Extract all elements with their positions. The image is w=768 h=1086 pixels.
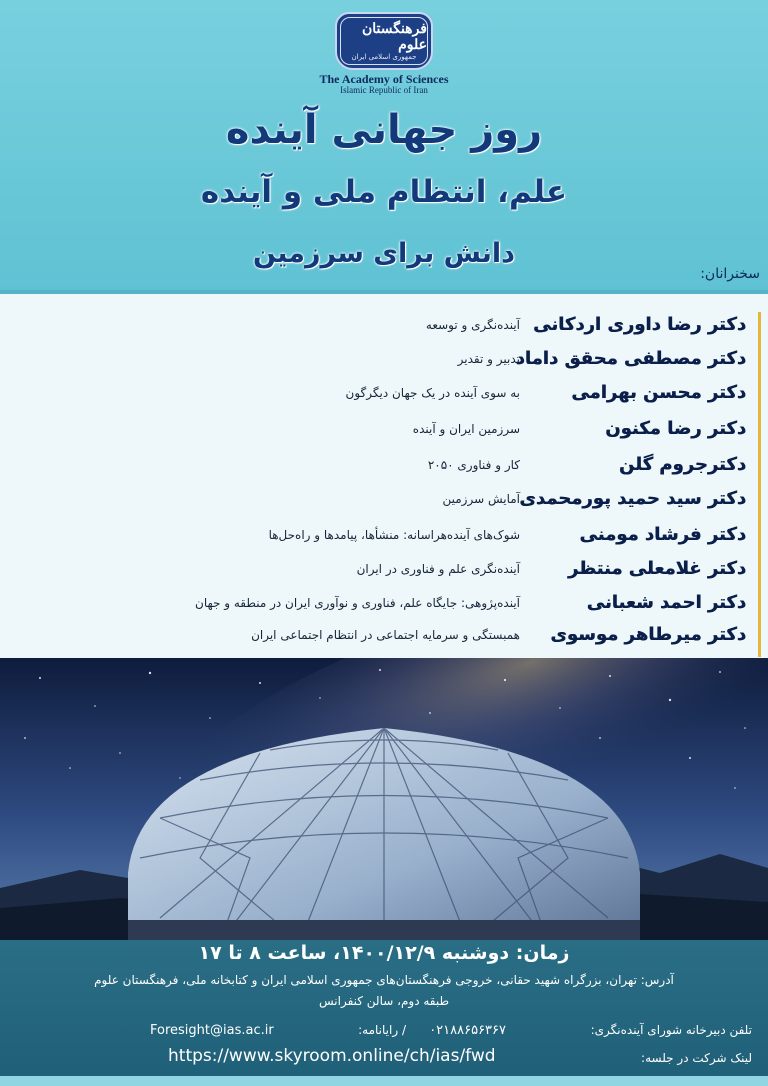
observatory-dome-image [0,658,768,942]
speaker-name: دکتر رضا داوری اردکانی [533,314,746,335]
event-details-footer [0,940,768,1086]
speaker-topic: آمایش سرزمین [442,492,520,506]
speaker-row [0,382,768,416]
speakers-panel [0,290,768,658]
event-tagline: دانش برای سرزمین [252,238,516,269]
speaker-name: دکتر فرشاد مومنی [579,524,746,545]
speaker-row [0,348,768,382]
speaker-name: دکتر مصطفی محقق داماد [515,348,746,369]
event-title: روز جهانی آینده [225,107,543,153]
speaker-topic: به سوی آینده در یک جهان دیگرگون [345,386,520,400]
event-address-floor: طبقه دوم، سالن کنفرانس [318,994,450,1008]
speaker-name: دکتر غلامعلی منتظر [567,558,746,579]
phone-number: ۰۲۱۸۸۶۵۶۳۶۷ [429,1023,506,1038]
speaker-row [0,488,768,522]
speaker-topic: سرزمین ایران و آینده [412,422,520,436]
speaker-topic: آینده‌نگری و توسعه [425,318,520,332]
speaker-row [0,454,768,488]
logo-english-line1: The Academy of Sciences [319,72,449,86]
bottom-strip [0,1076,768,1086]
speaker-topic: شوک‌های آینده‌هراسانه: منشأها، پیامدها و راه‌حل‌ها [268,528,520,542]
event-address: آدرس: تهران، بزرگراه شهید حقانی، خروجی فرهنگستان‌های جمهوری اسلامی ایران و کتابخانه ملی، فرهنگستان علوم [94,973,674,987]
speaker-row [0,624,768,658]
speaker-row [0,524,768,558]
speaker-topic: کار و فناوری ۲۰۵۰ [427,458,520,472]
speaker-row [0,558,768,592]
email-link[interactable]: Foresight@ias.ac.ir [150,1023,274,1038]
meeting-link[interactable]: https://www.skyroom.online/ch/ias/fwd [168,1046,496,1066]
speakers-label: سخنرانان: [700,266,760,282]
speaker-name: دکتر سید حمید پورمحمدی [519,488,746,509]
speaker-topic: تدبیر و تقدیر [457,352,520,366]
speaker-topic: آینده‌پژوهی: جایگاه علم، فناوری و نوآوری ایران در منطقه و جهان [195,596,520,610]
event-subtitle: علم، انتظام ملی و آینده [200,174,568,210]
speaker-row [0,592,768,626]
logo-english-line2: Islamic Republic of Iran [340,85,428,95]
event-time: زمان: دوشنبه ۱۴۰۰/۱۲/۹، ساعت ۸ تا ۱۷ [198,942,570,964]
speaker-row [0,418,768,452]
logo-persian-title: فرهنگستان علوم [361,20,427,53]
link-label: لینک شرکت در جلسه: [641,1051,752,1065]
poster-header [0,0,768,290]
speaker-name: دکتر احمد شعبانی [586,592,746,613]
speaker-row [0,314,768,348]
speaker-topic: همبستگی و سرمایه اجتماعی در انتظام اجتماعی ایران [251,628,520,642]
speaker-name: دکتر محسن بهرامی [571,382,746,403]
speaker-name: دکترجروم گلن [618,454,746,475]
speaker-name: دکتر میرطاهر موسوی [550,624,746,645]
speaker-name: دکتر رضا مکنون [605,418,746,439]
speaker-topic: آینده‌نگری علم و فناوری در ایران [356,562,520,576]
email-label: / رایانامه: [358,1023,406,1037]
phone-label: تلفن دبیرخانه شورای آینده‌نگری: [590,1023,752,1037]
academy-logo [335,12,433,70]
logo-persian-subtitle: جمهوری اسلامی ایران [351,52,417,61]
